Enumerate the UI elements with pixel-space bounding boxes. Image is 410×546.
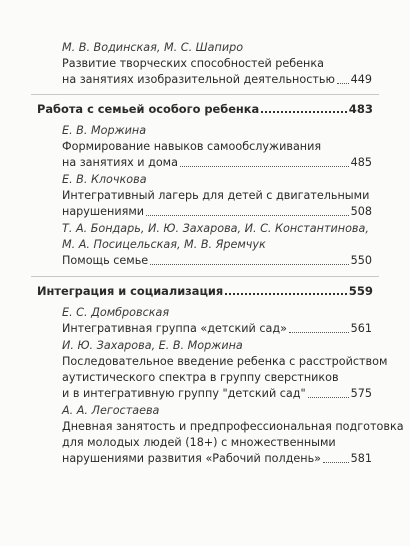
entry-title-line: на занятиях и дома: [62, 156, 178, 169]
page-number: 485: [350, 156, 372, 169]
entry-title-line: Дневная занятость и предпрофессиональная подготовка: [62, 420, 404, 433]
entry-last-line: [62, 204, 372, 219]
entry-last-line: [62, 72, 372, 87]
entry-author: Е. В. Клочкова: [62, 173, 147, 186]
entry-title-line: на занятиях изобразительной деятельностью: [62, 73, 335, 86]
entry-last-line: [62, 321, 372, 336]
dot-leader: [225, 292, 347, 295]
entry-title-line: Формирование навыков самообслуживания: [62, 140, 322, 153]
page-number: 575: [350, 387, 372, 400]
dot-leader: [180, 165, 349, 167]
entry-author: Т. А. Бондарь, И. Ю. Захарова, И. С. Константинова,: [62, 222, 369, 235]
dot-leader: [289, 331, 349, 333]
entry-author: Е. В. Моржина: [62, 124, 147, 137]
section-page-number: 483: [348, 102, 373, 116]
section-title: Работа с семьей особого ребенка: [37, 102, 260, 116]
section-divider: [31, 276, 379, 277]
entry-title-line: нарушениями развития «Рабочий полдень»: [62, 452, 322, 465]
entry-author: Е. С. Домбровская: [62, 306, 170, 319]
entry-title-line: Развитие творческих способностей ребенка: [62, 57, 324, 70]
section-heading: [37, 283, 373, 299]
entry-title-line: Помощь семье: [62, 254, 149, 267]
entry-title-line: нарушениями: [62, 205, 145, 218]
entry-title-line: для молодых людей (18+) с множественными: [62, 436, 336, 449]
section-title: Интеграция и социализация: [37, 284, 224, 298]
entry-last-line: [62, 155, 372, 170]
entry-author: А. А. Легостаева: [62, 404, 160, 417]
dot-leader: [337, 82, 349, 84]
dot-leader: [261, 110, 347, 113]
page-number: 581: [350, 452, 372, 465]
entry-last-line: [62, 253, 372, 268]
dot-leader: [308, 396, 349, 398]
page-number: 508: [350, 205, 372, 218]
page-number: 561: [350, 322, 372, 335]
page-number: 449: [350, 73, 372, 86]
dot-leader: [146, 214, 349, 216]
page-number: 550: [350, 254, 372, 267]
dot-leader: [150, 263, 348, 265]
entry-author: М. В. Водинская, М. С. Шапиро: [62, 41, 244, 54]
entry-title-line: Интегративная группа «детский сад»: [62, 322, 287, 335]
entry-title-line: аутистического спектра в группу сверстников: [62, 371, 339, 384]
section-divider: [31, 94, 379, 95]
entry-last-line: [62, 451, 372, 466]
dot-leader: [323, 461, 349, 463]
section-heading: [37, 101, 373, 117]
entry-author: И. Ю. Захарова, Е. В. Моржина: [62, 339, 243, 352]
entry-title-line: Интегративный лагерь для детей с двигательными: [62, 189, 370, 202]
entry-author: М. А. Посицельская, М. В. Яремчук: [62, 238, 266, 251]
section-page-number: 559: [348, 284, 373, 298]
entry-title-line: и в интегративную группу "детский сад": [62, 387, 306, 400]
entry-title-line: Последовательное введение ребенка с расстройством: [62, 355, 388, 368]
entry-last-line: [62, 386, 372, 401]
